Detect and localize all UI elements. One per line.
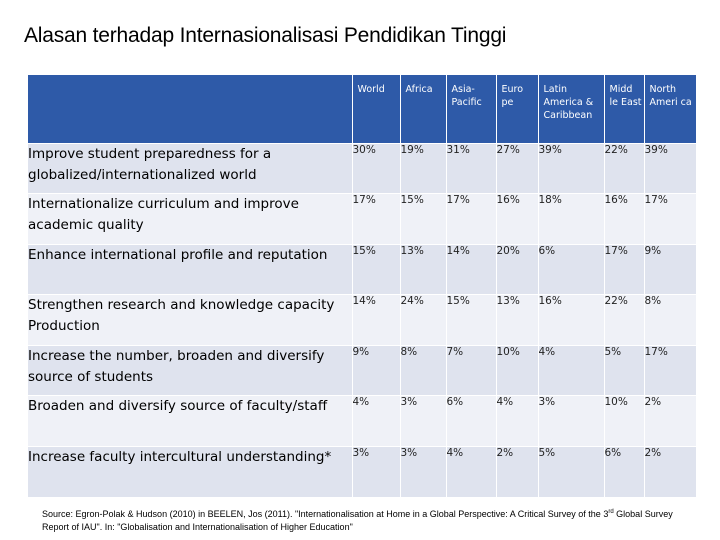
header-corner-cell (28, 75, 352, 143)
cell-value: 30% (352, 143, 400, 194)
cell-value: 3% (352, 446, 400, 497)
column-header-north-america: North Ameri ca (644, 75, 696, 143)
cell-value: 22% (604, 143, 644, 194)
cell-value: 9% (352, 345, 400, 396)
cell-value: 3% (400, 396, 446, 447)
cell-value: 16% (604, 194, 644, 245)
cell-value: 13% (400, 244, 446, 295)
row-label: Enhance international profile and reputation (28, 244, 352, 295)
source-text-part2: Global Survey Report of IAU". In: "Globalisation and Internationalisation of Higher Education" (42, 509, 673, 532)
cell-value: 4% (446, 446, 496, 497)
column-header-latin-america: Latin America & Caribbean (538, 75, 604, 143)
cell-value: 9% (644, 244, 696, 295)
cell-value: 6% (604, 446, 644, 497)
cell-value: 15% (446, 295, 496, 346)
cell-value: 17% (352, 194, 400, 245)
table-row (28, 345, 696, 396)
column-header-world: World (352, 75, 400, 143)
cell-value: 39% (644, 143, 696, 194)
cell-value: 2% (644, 396, 696, 447)
cell-value: 2% (644, 446, 696, 497)
row-label: Improve student preparedness for a globalized/internationalized world (28, 143, 352, 194)
column-header-europe: Euro pe (496, 75, 538, 143)
cell-value: 15% (400, 194, 446, 245)
source-superscript: rd (608, 509, 614, 515)
cell-value: 14% (446, 244, 496, 295)
row-label: Internationalize curriculum and improve academic quality (28, 194, 352, 245)
table-row (28, 194, 696, 245)
cell-value: 17% (644, 345, 696, 396)
cell-value: 5% (538, 446, 604, 497)
row-label: Strengthen research and knowledge capacity Production (28, 295, 352, 346)
cell-value: 22% (604, 295, 644, 346)
page-title: Alasan terhadap Internasionalisasi Pendidikan Tinggi (24, 24, 507, 47)
cell-value: 13% (496, 295, 538, 346)
column-header-middle-east: Midd le East (604, 75, 644, 143)
reasons-table (28, 75, 697, 497)
cell-value: 5% (604, 345, 644, 396)
table-row (28, 143, 696, 194)
cell-value: 6% (538, 244, 604, 295)
cell-value: 8% (400, 345, 446, 396)
cell-value: 17% (604, 244, 644, 295)
column-header-africa: Africa (400, 75, 446, 143)
table-row (28, 446, 696, 497)
table-row (28, 244, 696, 295)
cell-value: 27% (496, 143, 538, 194)
cell-value: 17% (644, 194, 696, 245)
source-text-part1: Source: Egron-Polak & Hudson (2010) in BEELEN, Jos (2011). "Internationalisation at Home in a Global Perspective: A Critical Survey of the 3 (42, 509, 609, 519)
cell-value: 17% (446, 194, 496, 245)
cell-value: 39% (538, 143, 604, 194)
cell-value: 31% (446, 143, 496, 194)
table-row (28, 396, 696, 447)
column-header-asia-pacific: Asia-Pacific (446, 75, 496, 143)
cell-value: 10% (604, 396, 644, 447)
cell-value: 6% (446, 396, 496, 447)
cell-value: 20% (496, 244, 538, 295)
row-label: Increase faculty intercultural understanding* (28, 446, 352, 497)
cell-value: 4% (538, 345, 604, 396)
cell-value: 15% (352, 244, 400, 295)
cell-value: 4% (496, 396, 538, 447)
cell-value: 24% (400, 295, 446, 346)
cell-value: 3% (400, 446, 446, 497)
cell-value: 10% (496, 345, 538, 396)
row-label: Broaden and diversify source of faculty/staff (28, 396, 352, 447)
table-header-row (28, 75, 696, 143)
cell-value: 2% (496, 446, 538, 497)
cell-value: 7% (446, 345, 496, 396)
cell-value: 14% (352, 295, 400, 346)
cell-value: 3% (538, 396, 604, 447)
table-row (28, 295, 696, 346)
source-citation (42, 506, 692, 534)
cell-value: 16% (538, 295, 604, 346)
cell-value: 19% (400, 143, 446, 194)
cell-value: 8% (644, 295, 696, 346)
row-label: Increase the number, broaden and diversify source of students (28, 345, 352, 396)
cell-value: 16% (496, 194, 538, 245)
cell-value: 4% (352, 396, 400, 447)
cell-value: 18% (538, 194, 604, 245)
